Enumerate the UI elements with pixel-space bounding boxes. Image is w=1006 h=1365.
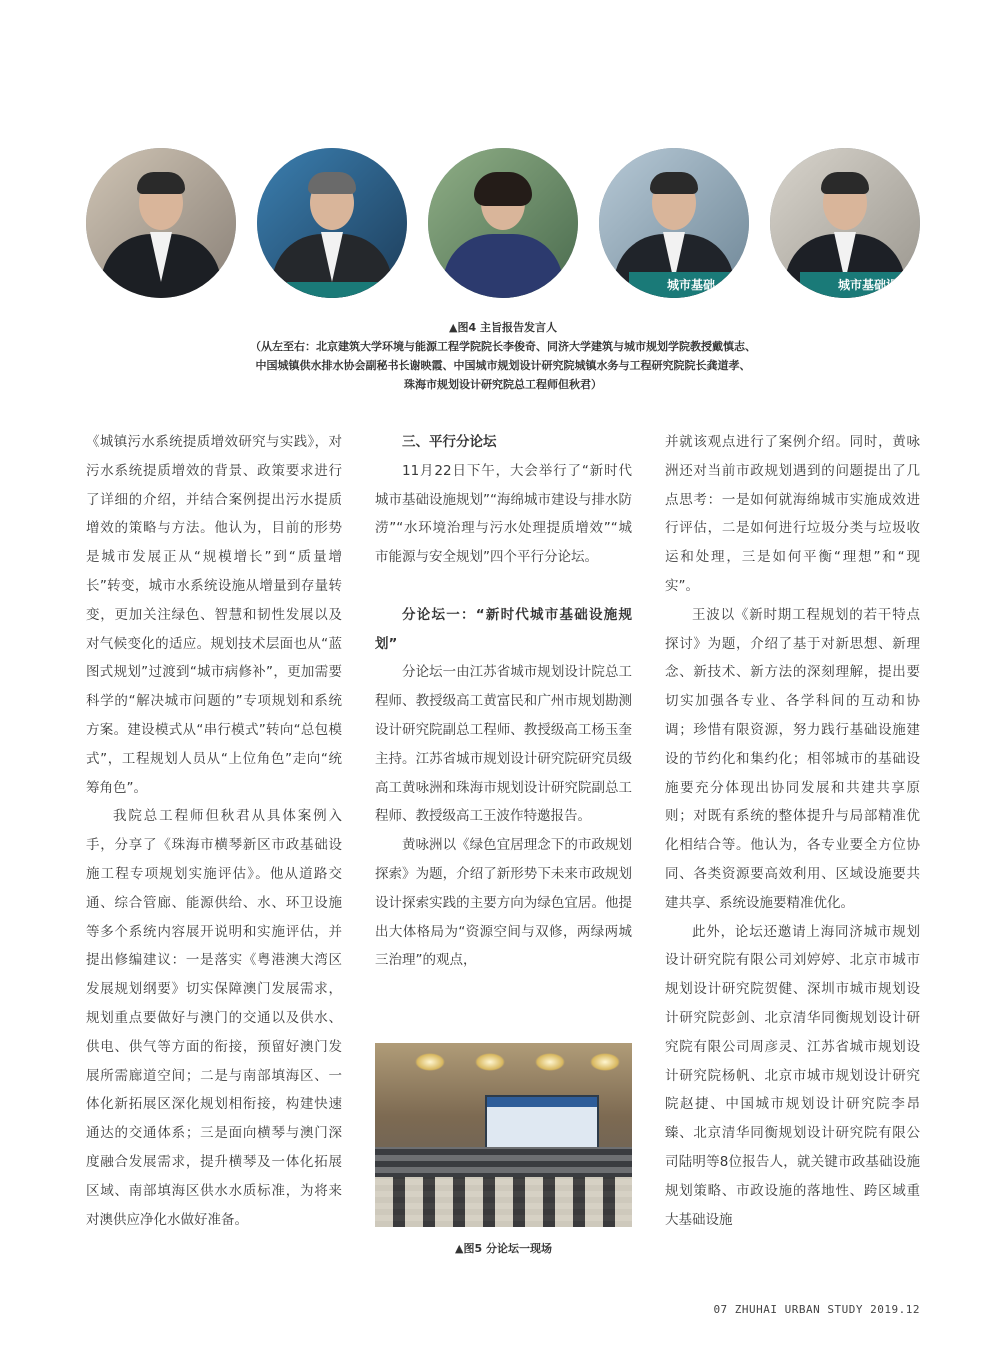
paragraph: 王波以《新时期工程规划的若干特点探讨》为题，介绍了基于对新思想、新理念、新技术、新方法的深刻理解，提出要切实加强各专业、各学科间的互动和协调；珍惜有限资源，努力践行基础设施建设的节约化和集约化；相邻城市的基础设施要充分体现出协同发展和共建共享原则；对既有系统的整体提升与局部精准优化相结合等。他认为，各专业要全方位协同、各类资源要高效利用、区域设施要共建共享、系统设施要精准优化。 bbox=[665, 606, 920, 911]
podium-text: 城市基础设施 bbox=[838, 278, 911, 292]
page-footer: 07 ZHUHAI URBAN STUDY 2019.12 bbox=[713, 1303, 920, 1316]
paragraph: 此外，论坛还邀请上海同济城市规划设计研究院有限公司刘婷婷、北京市城市规划设计研究院贺健、深圳市城市规划设计研究院彭剑、北京清华同衡规划设计研究院有限公司周彦灵、江苏省城市规划设计研究院杨帆、北京市城市规划设计研究院赵捷、中国城市规划设计研究院李昂臻、北京清华同衡规划设计研究院有限公司陆明等8位报告人，就关键市政基础设施规划策略、市政设施的落地性、跨区域重大基础设施 bbox=[665, 923, 920, 1228]
paragraph: 11月22日下午，大会举行了“新时代城市基础设施规划”“海绵城市建设与排水防涝”“水环境治理与污水处理提质增效”“城市能源与安全规划”四个平行分论坛。 bbox=[375, 462, 632, 566]
paragraph: 黄咏洲以《绿色宜居理念下的市政规划探索》为题，介绍了新形势下未来市政规划设计探索实践的主要方向为绿色宜居。他提出大体格局为“资源空间与双修，两绿两城三治理”的观点， bbox=[375, 837, 632, 969]
figure4-caption-line: 中国城镇供水排水协会副秘书长谢映霞、中国城市规划设计研究院城镇水务与工程研究院院长龚道孝、 bbox=[255, 359, 751, 372]
paragraph: 《城镇污水系统提质增效研究与实践》，对污水系统提质增效的背景、政策要求进行了详细的介绍，并结合案例提出污水提质增效的策略与方法。他认为，目前的形势是城市发展正从“规模增长”到“质量增长”转变，城市水系统设施从增量到存量转变，更加关注绿色、智慧和韧性发展以及对气候变化的适应。规划技术层面也从“蓝图式规划”过渡到“城市病修补”，更加需要科学的“解决城市问题的”专项规划和系统方案。建设模式从“串行模式”转向“总包模式”，工程规划人员从“上位角色”走向“统筹角色”。 bbox=[86, 434, 342, 796]
figure4-caption-line: （从左至右：北京建筑大学环境与能源工程学院院长李俊奇、同济大学建筑与城市规划学院教授戴慎志、 bbox=[250, 340, 756, 353]
paragraph: 分论坛一由江苏省城市规划设计院总工程师、教授级高工黄富民和广州市规划勘测设计研究院副总工程师、教授级高工杨玉奎主持。江苏省城市规划设计研究院研究员级高工黄咏洲和珠海市规划设计研究院副总工程师、教授级高工王波作特邀报告。 bbox=[375, 664, 632, 825]
text-column-3 bbox=[665, 428, 920, 1234]
speaker-photo-2 bbox=[257, 148, 407, 298]
subsection-heading: 分论坛一：“新时代城市基础设施规划” bbox=[375, 606, 632, 652]
figure4-caption-title: ▲图4 主旨报告发言人 bbox=[449, 321, 557, 334]
figure4-caption bbox=[86, 318, 920, 394]
paragraph: 我院总工程师但秋君从具体案例入手，分享了《珠海市横琴新区市政基础设施工程专项规划实施评估》。他从道路交通、综合管廊、能源供给、水、环卫设施等多个系统内容展开说明和实施评估，并提出修编建议：一是落实《粤港澳大湾区发展规划纲要》切实保障澳门发展需求，规划重点要做好与澳门的交通以及供水、供电、供气等方面的衔接，预留好澳门发展所需廊道空间；二是与南部填海区、一体化新拓展区深化规划相衔接，构建快速通达的交通体系；三是面向横琴与澳门深度融合发展需求，提升横琴及一体化拓展区域、南部填海区供水水质标准，为将来对澳供应净化水做好准备。 bbox=[86, 808, 342, 1228]
text-column-2 bbox=[375, 428, 632, 975]
text-column-1 bbox=[86, 428, 342, 1234]
section-heading: 三、平行分论坛 bbox=[402, 434, 497, 450]
speaker-photo-4 bbox=[599, 148, 749, 298]
podium-text: 城市基础 bbox=[667, 278, 716, 292]
speaker-photos bbox=[86, 148, 920, 300]
speaker-photo-3 bbox=[428, 148, 578, 298]
speaker-photo-5 bbox=[770, 148, 920, 298]
speaker-photo-1 bbox=[86, 148, 236, 298]
forum-photo bbox=[375, 1043, 632, 1227]
figure4-caption-line: 珠海市规划设计研究院总工程师但秋君） bbox=[404, 378, 602, 391]
figure5-caption: ▲图5 分论坛一现场 bbox=[455, 1242, 552, 1255]
paragraph: 并就该观点进行了案例介绍。同时，黄咏洲还对当前市政规划遇到的问题提出了几点思考：一是如何就海绵城市实施成效进行评估，二是如何进行垃圾分类与垃圾收运和处理，三是如何平衡“理想”和“现实”。 bbox=[665, 434, 920, 594]
